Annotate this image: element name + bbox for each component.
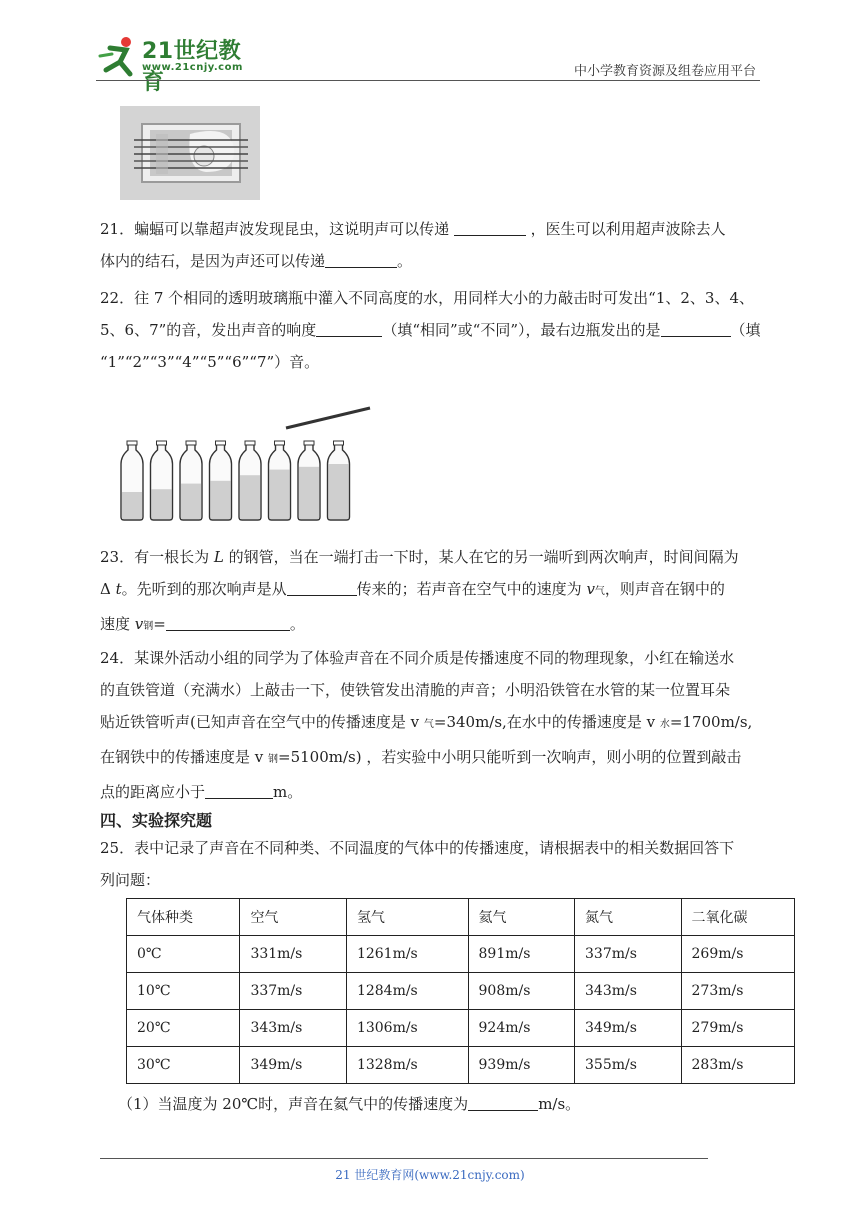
- table-cell: 1328m/s: [346, 1047, 468, 1084]
- glass-bottle: [269, 441, 291, 520]
- table-cell: 30℃: [127, 1047, 240, 1084]
- question-21: 21．蝙蝠可以靠超声波发现昆虫，这说明声可以传递 ，医生可以利用超声波除去人 体内的结石，是因为声还可以传递 。: [100, 220, 726, 270]
- table-row: [127, 973, 795, 1010]
- answer-blank[interactable]: [287, 579, 357, 596]
- table-header-cell: 二氧化碳: [681, 899, 794, 936]
- table-row: [127, 1010, 795, 1047]
- glass-bottle: [210, 441, 232, 520]
- striking-rod: [286, 408, 370, 428]
- table-header-row: [127, 899, 795, 936]
- table-cell: 20℃: [127, 1010, 240, 1047]
- bottle-water: [122, 492, 142, 519]
- bottle-water: [329, 464, 349, 519]
- glass-bottle: [180, 441, 202, 520]
- table-row: [127, 1047, 795, 1084]
- table-cell: 924m/s: [468, 1010, 575, 1047]
- bottle-water: [270, 470, 290, 519]
- table-cell: 891m/s: [468, 936, 575, 973]
- table-cell: 1261m/s: [346, 936, 468, 973]
- question-24: 24．某课外活动小组的同学为了体验声音在不同介质是传播速度不同的物理现象，小红在输送水 的直铁管道（充满水）上敲击一下，使铁管发出清脆的声音；小明沿铁管在水管的某一位置耳朵 贴近铁管听声(已知声音在空气中的传播速度是 v 气=340m/s,在水中的传播速度是 v 水=1700m/s, 在钢铁中的传播速度是 v 钢=5100m/s) ，若实验中小明只能听到一次响声，则小明的位置到敲击 点的距离应小于 m。: [100, 649, 753, 801]
- table-cell: 939m/s: [468, 1047, 575, 1084]
- glass-bottles-figure: [118, 404, 374, 526]
- answer-blank[interactable]: [661, 320, 731, 337]
- runner-logo-icon: [96, 34, 140, 78]
- bottle-water: [211, 481, 231, 519]
- header-divider: [96, 80, 760, 81]
- table-cell: 273m/s: [681, 973, 794, 1010]
- logo-url: www.21cnjy.com: [142, 62, 243, 73]
- footer-divider: [100, 1158, 708, 1159]
- answer-blank[interactable]: [468, 1094, 538, 1111]
- table-cell: 283m/s: [681, 1047, 794, 1084]
- footer-source: 21 世纪教育网(www.21cnjy.com): [335, 1168, 525, 1182]
- answer-blank[interactable]: [325, 251, 397, 268]
- table-cell: 337m/s: [240, 973, 347, 1010]
- table-cell: 269m/s: [681, 936, 794, 973]
- table-cell: 343m/s: [240, 1010, 347, 1047]
- glass-bottle: [151, 441, 173, 520]
- table-header-cell: 空气: [240, 899, 347, 936]
- question-25: 25．表中记录了声音在不同种类、不同温度的气体中的传播速度，请根据表中的相关数据回答下 列问题：: [100, 839, 735, 889]
- rubber-band-box-photo: [120, 106, 260, 200]
- table-row: [127, 936, 795, 973]
- answer-blank[interactable]: [166, 614, 290, 631]
- table-cell: 355m/s: [575, 1047, 682, 1084]
- question-25-sub-1: （1）当温度为 20℃时，声音在氦气中的传播速度为 m/s。: [118, 1095, 581, 1113]
- bottle-water: [240, 475, 260, 519]
- answer-blank[interactable]: [316, 320, 382, 337]
- site-logo: [96, 34, 256, 95]
- table-cell: 331m/s: [240, 936, 347, 973]
- glass-bottle: [121, 441, 143, 520]
- section-title: 四、实验探究题: [100, 811, 213, 830]
- answer-blank[interactable]: [454, 219, 526, 236]
- table-header-cell: 氦气: [468, 899, 575, 936]
- glass-bottle: [298, 441, 320, 520]
- table-header-cell: 气体种类: [127, 899, 240, 936]
- answer-blank[interactable]: [205, 782, 273, 799]
- table-cell: 343m/s: [575, 973, 682, 1010]
- table-cell: 349m/s: [575, 1010, 682, 1047]
- table-cell: 0℃: [127, 936, 240, 973]
- glass-bottle: [328, 441, 350, 520]
- table-cell: 908m/s: [468, 973, 575, 1010]
- question-22: 22．往 7 个相同的透明玻璃瓶中灌入不同高度的水，用同样大小的力敲击时可发出“1、2、3、4、 5、6、7”的音，发出声音的响度 （填“相同”或“不同”），最右边瓶发出的是 （填 “1”“2”“3”“4”“5”“6”“7”）音。: [100, 289, 761, 371]
- table-cell: 1284m/s: [346, 973, 468, 1010]
- table-header-cell: 氮气: [575, 899, 682, 936]
- table-cell: 279m/s: [681, 1010, 794, 1047]
- bottle-water: [299, 467, 319, 519]
- header-platform-name: 中小学教育资源及组卷应用平台: [573, 64, 756, 79]
- question-23: 23．有一根长为 L 的钢管，当在一端打击一下时，某人在它的另一端听到两次响声，时间间隔为 Δ t。先听到的那次响声是从 传来的；若声音在空气中的速度为 v气，则声音在钢中的 速度 v钢= 。: [100, 548, 739, 633]
- table-cell: 1306m/s: [346, 1010, 468, 1047]
- table-header-cell: 氢气: [346, 899, 468, 936]
- sound-speed-table: [126, 898, 795, 1084]
- logo-title: 21世纪教育: [142, 39, 242, 95]
- table-cell: 337m/s: [575, 936, 682, 973]
- bottle-water: [152, 489, 172, 519]
- table-cell: 349m/s: [240, 1047, 347, 1084]
- table-cell: 10℃: [127, 973, 240, 1010]
- bottle-water: [181, 484, 201, 519]
- glass-bottle: [239, 441, 261, 520]
